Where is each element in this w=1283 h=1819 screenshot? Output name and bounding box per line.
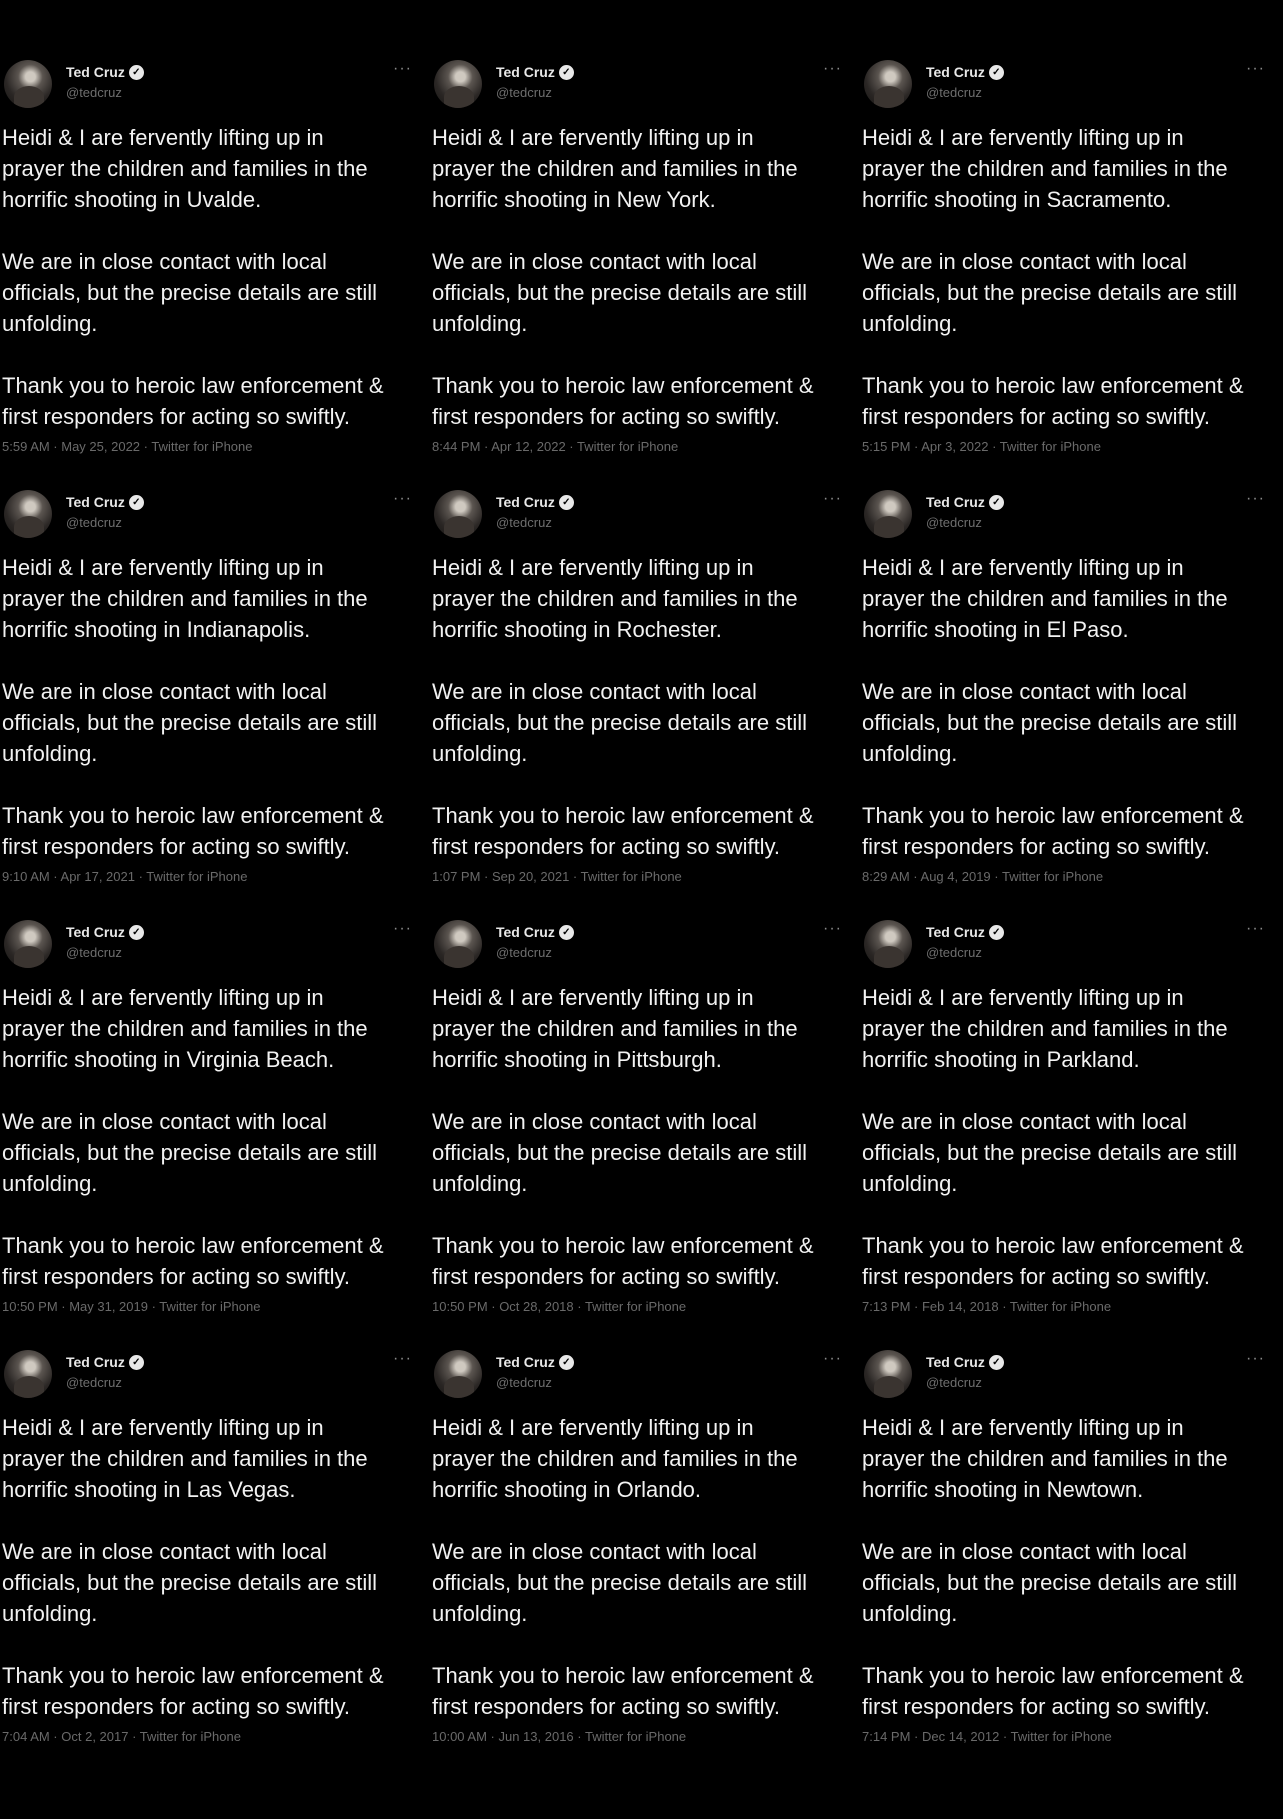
tweet-paragraph-1 [2, 122, 426, 215]
tweet-card[interactable] [430, 480, 860, 910]
tweet-paragraph-1 [862, 1412, 1279, 1505]
tweet-paragraph-3 [862, 1660, 1279, 1722]
tweet-line: first responders for acting so swiftly. [862, 834, 1211, 859]
tweet-line: We are in close contact with local [432, 249, 757, 274]
more-options-icon[interactable]: ··· [1246, 1350, 1265, 1367]
author-handle[interactable]: @tedcruz [496, 515, 552, 530]
author-name-row [496, 494, 574, 510]
tweet-text [2, 552, 426, 862]
tweet-timestamp[interactable]: 10:50 PM · Oct 28, 2018 · Twitter for iPhone [432, 1299, 687, 1314]
avatar[interactable] [434, 920, 482, 968]
tweet-line: officials, but the precise details are still [862, 1570, 1237, 1595]
tweet-header [862, 60, 1279, 122]
tweet-line: officials, but the precise details are still [432, 280, 807, 305]
tweet-paragraph-2 [862, 676, 1279, 769]
tweet-line: Thank you to heroic law enforcement & [2, 803, 384, 828]
tweet-paragraph-1 [862, 122, 1279, 215]
tweet-paragraph-2 [432, 1536, 856, 1629]
tweet-header [432, 490, 856, 552]
tweet-card[interactable] [860, 50, 1283, 480]
more-options-icon[interactable]: ··· [1246, 490, 1265, 507]
author-block [496, 1354, 574, 1390]
author-name[interactable]: Ted Cruz [926, 924, 985, 940]
more-options-icon[interactable]: ··· [823, 490, 842, 507]
tweet-line: officials, but the precise details are still [432, 710, 807, 735]
more-options-icon[interactable]: ··· [823, 1350, 842, 1367]
author-name[interactable]: Ted Cruz [66, 1354, 125, 1370]
verified-badge-icon: ✓ [129, 1355, 144, 1370]
author-name[interactable]: Ted Cruz [496, 1354, 555, 1370]
tweet-paragraph-1 [432, 1412, 856, 1505]
author-handle[interactable]: @tedcruz [926, 85, 982, 100]
more-options-icon[interactable]: ··· [393, 1350, 412, 1367]
tweet-text [2, 982, 426, 1292]
author-block [496, 494, 574, 530]
author-name-row [66, 924, 144, 940]
author-name[interactable]: Ted Cruz [66, 924, 125, 940]
author-handle[interactable]: @tedcruz [66, 515, 122, 530]
tweet-line: unfolding. [2, 311, 98, 336]
more-options-icon[interactable]: ··· [393, 490, 412, 507]
tweet-paragraph-1 [2, 552, 426, 645]
more-options-icon[interactable]: ··· [823, 920, 842, 937]
tweet-timestamp[interactable]: 7:04 AM · Oct 2, 2017 · Twitter for iPhone [2, 1729, 241, 1744]
verified-badge-icon: ✓ [559, 925, 574, 940]
tweet-paragraph-2 [432, 1106, 856, 1199]
tweet-header [862, 920, 1279, 982]
tweet-line: Heidi & I are fervently lifting up in [862, 985, 1184, 1010]
author-name[interactable]: Ted Cruz [496, 924, 555, 940]
tweet-header [432, 60, 856, 122]
tweet-line: first responders for acting so swiftly. [862, 1264, 1211, 1289]
avatar[interactable] [4, 490, 52, 538]
tweet-text [432, 552, 856, 862]
more-options-icon[interactable]: ··· [393, 920, 412, 937]
tweet-line: first responders for acting so swiftly. [432, 404, 781, 429]
tweet-line: Heidi & I are fervently lifting up in [432, 1415, 754, 1440]
tweet-line: Thank you to heroic law enforcement & [2, 1233, 384, 1258]
tweet-line: Heidi & I are fervently lifting up in [432, 125, 754, 150]
tweet-text [432, 982, 856, 1292]
tweet-paragraph-2 [2, 1536, 426, 1629]
tweet-line: horrific shooting in Uvalde. [2, 187, 262, 212]
tweet-line: horrific shooting in Newtown. [862, 1477, 1144, 1502]
tweet-text [862, 122, 1279, 432]
tweet-line: officials, but the precise details are still [2, 1570, 377, 1595]
tweet-paragraph-2 [2, 676, 426, 769]
tweet-line: first responders for acting so swiftly. [432, 1694, 781, 1719]
tweet-card[interactable] [860, 910, 1283, 1340]
author-name-row [66, 494, 144, 510]
verified-badge-icon: ✓ [559, 65, 574, 80]
avatar[interactable] [864, 920, 912, 968]
tweet-paragraph-1 [862, 552, 1279, 645]
tweet-paragraph-1 [432, 982, 856, 1075]
tweet-paragraph-3 [2, 800, 426, 862]
tweet-timestamp[interactable]: 7:14 PM · Dec 14, 2012 · Twitter for iPhone [862, 1729, 1112, 1744]
author-name-row [926, 924, 1004, 940]
tweet-collage-grid [0, 50, 1283, 1770]
tweet-line: first responders for acting so swiftly. [2, 834, 351, 859]
tweet-line: Thank you to heroic law enforcement & [862, 803, 1244, 828]
tweet-line: prayer the children and families in the [432, 1016, 798, 1041]
author-name-row [66, 1354, 144, 1370]
author-name-row [496, 924, 574, 940]
tweet-line: prayer the children and families in the [862, 156, 1228, 181]
tweet-header [862, 1350, 1279, 1412]
tweet-line: horrific shooting in Pittsburgh. [432, 1047, 722, 1072]
tweet-card[interactable] [0, 910, 430, 1340]
tweet-line: Heidi & I are fervently lifting up in [432, 555, 754, 580]
tweet-paragraph-3 [432, 1230, 856, 1292]
tweet-line: Thank you to heroic law enforcement & [432, 803, 814, 828]
tweet-paragraph-1 [862, 982, 1279, 1075]
tweet-line: horrific shooting in Sacramento. [862, 187, 1172, 212]
author-block [926, 924, 1004, 960]
author-name-row [926, 64, 1004, 80]
author-name-row [66, 64, 144, 80]
verified-badge-icon: ✓ [559, 495, 574, 510]
verified-badge-icon: ✓ [989, 1355, 1004, 1370]
tweet-paragraph-3 [432, 1660, 856, 1722]
tweet-line: We are in close contact with local [432, 1539, 757, 1564]
tweet-line: Thank you to heroic law enforcement & [432, 1233, 814, 1258]
tweet-header [862, 490, 1279, 552]
tweet-line: Heidi & I are fervently lifting up in [2, 125, 324, 150]
tweet-line: horrific shooting in Rochester. [432, 617, 722, 642]
tweet-text [2, 1412, 426, 1722]
author-handle[interactable]: @tedcruz [66, 945, 122, 960]
tweet-line: first responders for acting so swiftly. [862, 404, 1211, 429]
avatar[interactable] [434, 1350, 482, 1398]
tweet-paragraph-2 [862, 1536, 1279, 1629]
author-handle[interactable]: @tedcruz [496, 1375, 552, 1390]
tweet-line: officials, but the precise details are still [2, 710, 377, 735]
tweet-paragraph-3 [2, 370, 426, 432]
tweet-line: We are in close contact with local [2, 1539, 327, 1564]
tweet-line: Thank you to heroic law enforcement & [2, 373, 384, 398]
verified-badge-icon: ✓ [989, 65, 1004, 80]
tweet-line: unfolding. [2, 1601, 98, 1626]
tweet-header [2, 490, 426, 552]
author-block [926, 1354, 1004, 1390]
tweet-line: officials, but the precise details are still [862, 1140, 1237, 1165]
tweet-line: officials, but the precise details are still [432, 1570, 807, 1595]
avatar[interactable] [4, 920, 52, 968]
tweet-paragraph-1 [2, 982, 426, 1075]
tweet-line: prayer the children and families in the [2, 1446, 368, 1471]
tweet-line: Heidi & I are fervently lifting up in [862, 1415, 1184, 1440]
author-block [496, 64, 574, 100]
tweet-line: prayer the children and families in the [862, 586, 1228, 611]
author-name-row [496, 1354, 574, 1370]
tweet-paragraph-3 [432, 800, 856, 862]
tweet-paragraph-2 [432, 246, 856, 339]
tweet-timestamp[interactable]: 9:10 AM · Apr 17, 2021 · Twitter for iPhone [2, 869, 248, 884]
verified-badge-icon: ✓ [129, 925, 144, 940]
author-name[interactable]: Ted Cruz [496, 64, 555, 80]
tweet-line: officials, but the precise details are still [862, 280, 1237, 305]
tweet-line: We are in close contact with local [862, 1109, 1187, 1134]
tweet-line: horrific shooting in Virginia Beach. [2, 1047, 335, 1072]
tweet-line: first responders for acting so swiftly. [432, 834, 781, 859]
tweet-line: unfolding. [432, 1171, 528, 1196]
tweet-line: Thank you to heroic law enforcement & [862, 373, 1244, 398]
tweet-line: prayer the children and families in the [2, 1016, 368, 1041]
tweet-line: unfolding. [862, 1171, 958, 1196]
author-block [66, 924, 144, 960]
author-name-row [926, 1354, 1004, 1370]
author-name-row [926, 494, 1004, 510]
tweet-line: Heidi & I are fervently lifting up in [432, 985, 754, 1010]
tweet-line: unfolding. [2, 1171, 98, 1196]
tweet-line: Heidi & I are fervently lifting up in [2, 555, 324, 580]
more-options-icon[interactable]: ··· [823, 60, 842, 77]
author-name-row [496, 64, 574, 80]
verified-badge-icon: ✓ [989, 925, 1004, 940]
author-handle[interactable]: @tedcruz [926, 945, 982, 960]
author-block [66, 1354, 144, 1390]
tweet-timestamp[interactable]: 10:50 PM · May 31, 2019 · Twitter for iPhone [2, 1299, 261, 1314]
tweet-line: unfolding. [2, 741, 98, 766]
tweet-line: We are in close contact with local [862, 679, 1187, 704]
tweet-paragraph-3 [2, 1230, 426, 1292]
more-options-icon[interactable]: ··· [393, 60, 412, 77]
author-name[interactable]: Ted Cruz [66, 64, 125, 80]
tweet-line: first responders for acting so swiftly. [432, 1264, 781, 1289]
tweet-paragraph-2 [2, 246, 426, 339]
author-name[interactable]: Ted Cruz [926, 1354, 985, 1370]
tweet-card[interactable] [430, 50, 860, 480]
tweet-line: horrific shooting in Parkland. [862, 1047, 1140, 1072]
tweet-text [862, 1412, 1279, 1722]
tweet-card[interactable] [430, 910, 860, 1340]
tweet-header [432, 920, 856, 982]
tweet-line: We are in close contact with local [2, 1109, 327, 1134]
tweet-line: We are in close contact with local [862, 249, 1187, 274]
tweet-timestamp[interactable]: 7:13 PM · Feb 14, 2018 · Twitter for iPhone [862, 1299, 1112, 1314]
tweet-line: Heidi & I are fervently lifting up in [862, 555, 1184, 580]
verified-badge-icon: ✓ [559, 1355, 574, 1370]
tweet-paragraph-2 [432, 676, 856, 769]
tweet-card[interactable] [0, 1340, 430, 1770]
tweet-card[interactable] [430, 1340, 860, 1770]
tweet-timestamp[interactable]: 1:07 PM · Sep 20, 2021 · Twitter for iPhone [432, 869, 682, 884]
tweet-text [2, 122, 426, 432]
tweet-paragraph-1 [432, 552, 856, 645]
author-block [926, 64, 1004, 100]
author-handle[interactable]: @tedcruz [496, 945, 552, 960]
avatar[interactable] [864, 490, 912, 538]
tweet-line: prayer the children and families in the [432, 156, 798, 181]
tweet-line: officials, but the precise details are still [2, 280, 377, 305]
tweet-line: horrific shooting in Las Vegas. [2, 1477, 296, 1502]
tweet-line: prayer the children and families in the [2, 156, 368, 181]
tweet-paragraph-2 [862, 1106, 1279, 1199]
tweet-line: officials, but the precise details are still [2, 1140, 377, 1165]
tweet-line: We are in close contact with local [2, 679, 327, 704]
tweet-card[interactable] [0, 50, 430, 480]
tweet-line: Thank you to heroic law enforcement & [862, 1663, 1244, 1688]
tweet-text [862, 982, 1279, 1292]
tweet-line: prayer the children and families in the [2, 586, 368, 611]
tweet-timestamp[interactable]: 8:44 PM · Apr 12, 2022 · Twitter for iPhone [432, 439, 679, 454]
verified-badge-icon: ✓ [129, 495, 144, 510]
tweet-line: prayer the children and families in the [862, 1446, 1228, 1471]
tweet-line: unfolding. [432, 311, 528, 336]
tweet-line: prayer the children and families in the [432, 586, 798, 611]
avatar[interactable] [864, 1350, 912, 1398]
tweet-paragraph-3 [432, 370, 856, 432]
author-block [66, 494, 144, 530]
tweet-line: officials, but the precise details are still [432, 1140, 807, 1165]
avatar[interactable] [4, 60, 52, 108]
tweet-card[interactable] [0, 480, 430, 910]
tweet-line: horrific shooting in El Paso. [862, 617, 1129, 642]
tweet-timestamp[interactable]: 10:00 AM · Jun 13, 2016 · Twitter for iPhone [432, 1729, 687, 1744]
tweet-timestamp[interactable]: 8:29 AM · Aug 4, 2019 · Twitter for iPhone [862, 869, 1104, 884]
tweet-timestamp[interactable]: 5:59 AM · May 25, 2022 · Twitter for iPhone [2, 439, 253, 454]
tweet-line: horrific shooting in Orlando. [432, 1477, 702, 1502]
tweet-text [432, 122, 856, 432]
author-block [66, 64, 144, 100]
tweet-line: unfolding. [862, 311, 958, 336]
tweet-line: first responders for acting so swiftly. [862, 1694, 1211, 1719]
tweet-line: Thank you to heroic law enforcement & [432, 1663, 814, 1688]
avatar[interactable] [434, 490, 482, 538]
tweet-line: Thank you to heroic law enforcement & [2, 1663, 384, 1688]
tweet-line: Heidi & I are fervently lifting up in [2, 985, 324, 1010]
author-block [926, 494, 1004, 530]
author-name[interactable]: Ted Cruz [496, 494, 555, 510]
author-name[interactable]: Ted Cruz [926, 494, 985, 510]
verified-badge-icon: ✓ [129, 65, 144, 80]
tweet-header [2, 1350, 426, 1412]
tweet-paragraph-3 [2, 1660, 426, 1722]
tweet-card[interactable] [860, 1340, 1283, 1770]
tweet-line: horrific shooting in New York. [432, 187, 716, 212]
tweet-header [2, 920, 426, 982]
avatar[interactable] [864, 60, 912, 108]
tweet-text [432, 1412, 856, 1722]
author-handle[interactable]: @tedcruz [66, 1375, 122, 1390]
tweet-paragraph-2 [2, 1106, 426, 1199]
tweet-line: unfolding. [862, 1601, 958, 1626]
author-handle[interactable]: @tedcruz [66, 85, 122, 100]
tweet-line: first responders for acting so swiftly. [2, 1694, 351, 1719]
more-options-icon[interactable]: ··· [1246, 60, 1265, 77]
tweet-header [432, 1350, 856, 1412]
tweet-paragraph-1 [2, 1412, 426, 1505]
avatar[interactable] [4, 1350, 52, 1398]
tweet-line: Thank you to heroic law enforcement & [862, 1233, 1244, 1258]
avatar[interactable] [434, 60, 482, 108]
tweet-paragraph-2 [862, 246, 1279, 339]
tweet-text [862, 552, 1279, 862]
tweet-paragraph-1 [432, 122, 856, 215]
tweet-line: We are in close contact with local [432, 1109, 757, 1134]
tweet-line: prayer the children and families in the [862, 1016, 1228, 1041]
tweet-line: Thank you to heroic law enforcement & [432, 373, 814, 398]
tweet-header [2, 60, 426, 122]
tweet-line: first responders for acting so swiftly. [2, 1264, 351, 1289]
tweet-line: Heidi & I are fervently lifting up in [862, 125, 1184, 150]
tweet-paragraph-3 [862, 370, 1279, 432]
more-options-icon[interactable]: ··· [1246, 920, 1265, 937]
tweet-line: horrific shooting in Indianapolis. [2, 617, 311, 642]
tweet-paragraph-3 [862, 1230, 1279, 1292]
tweet-line: We are in close contact with local [2, 249, 327, 274]
verified-badge-icon: ✓ [989, 495, 1004, 510]
tweet-line: We are in close contact with local [432, 679, 757, 704]
author-name[interactable]: Ted Cruz [66, 494, 125, 510]
author-handle[interactable]: @tedcruz [496, 85, 552, 100]
tweet-card[interactable] [860, 480, 1283, 910]
author-name[interactable]: Ted Cruz [926, 64, 985, 80]
tweet-line: We are in close contact with local [862, 1539, 1187, 1564]
tweet-paragraph-3 [862, 800, 1279, 862]
tweet-line: first responders for acting so swiftly. [2, 404, 351, 429]
tweet-line: officials, but the precise details are still [862, 710, 1237, 735]
tweet-line: unfolding. [432, 741, 528, 766]
tweet-timestamp[interactable]: 5:15 PM · Apr 3, 2022 · Twitter for iPhone [862, 439, 1101, 454]
author-handle[interactable]: @tedcruz [926, 1375, 982, 1390]
tweet-line: unfolding. [862, 741, 958, 766]
tweet-line: prayer the children and families in the [432, 1446, 798, 1471]
author-handle[interactable]: @tedcruz [926, 515, 982, 530]
tweet-line: unfolding. [432, 1601, 528, 1626]
tweet-line: Heidi & I are fervently lifting up in [2, 1415, 324, 1440]
author-block [496, 924, 574, 960]
